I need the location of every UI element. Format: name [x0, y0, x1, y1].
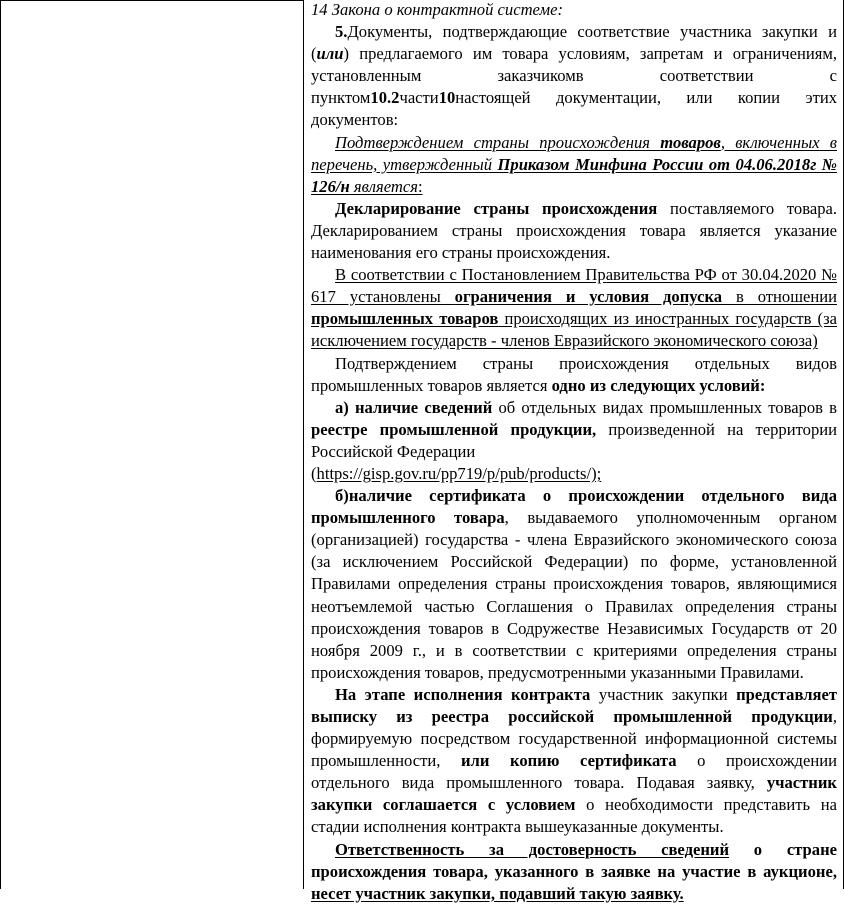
- url-open-paren: (: [311, 463, 317, 483]
- item-5-clause-10-2: 10.2: [370, 88, 400, 108]
- item-5-text-b: ) предлагаемого им товара условиям, запретам и ограничениям, установленным заказчикомв соответствии с пунктом: [311, 44, 837, 108]
- table-cell-left-empty: [0, 0, 303, 889]
- condition-a-text-1: об отдельных видах промышленных товаров в: [492, 397, 837, 417]
- item-5-text-a: Документы, подтверждающие соответствие участника закупки и (: [311, 22, 837, 64]
- resolution-bold-industrial-goods: промышленных товаров: [311, 309, 499, 329]
- minfin-bold-tovarov: товаров: [660, 132, 721, 152]
- contract-stage-text-8: о необходимости представить на стадии исполнения контракта вышеуказанные документы.: [311, 795, 837, 837]
- condition-b-text: , выдаваемого уполномоченным органом (организацией) государства - члена Евразийского экономического союза (за исключением Российской Федерации) по форме, установленной Правилами определения страны происхождения товаров, являющимися неотъемлемой частью Соглашения о Правилах определения страны происхождения товаров в Содружестве Независимых Государств от 20 ноября 2009 г., и в соответствии с критериями определения страны происхождения товаров, предусмотренными указанными Правилами.: [311, 508, 837, 682]
- paragraph-condition-b: [311, 485, 837, 684]
- item-5-part-10: 10: [438, 88, 456, 108]
- contract-stage-text-2: участник закупки: [590, 684, 737, 704]
- item-5-number: 5.: [335, 22, 348, 42]
- heading-continuation-line: [311, 0, 837, 21]
- minfin-text-5: является: [349, 176, 418, 196]
- contract-stage-bold-5: или копию сертификата: [460, 751, 677, 771]
- paragraph-conditions-intro: [311, 353, 837, 397]
- document-body-text: [311, 0, 837, 905]
- minfin-text-3: , включенных в перечень, утвержденный: [311, 132, 837, 174]
- gisp-registry-link[interactable]: https://gisp.gov.ru/pp719/p/pub/products/);: [316, 463, 602, 483]
- declaration-rest: поставляемого товара. Декларированием страны происхождения товара является указание наименования его страны происхождения.: [311, 198, 838, 263]
- minfin-text-1: Подтверждением страны происхождения: [335, 132, 661, 152]
- item-5-ili: или: [316, 44, 344, 64]
- minfin-colon: :: [417, 176, 423, 196]
- contract-stage-bold-3: представляет выписку из реестра российской промышленной продукции: [311, 684, 838, 726]
- heading-continuation-text: 14 Закона о контрактной системе:: [311, 0, 563, 19]
- paragraph-condition-a: [311, 397, 837, 463]
- resolution-bold-restrictions: ограничения и условия допуска: [454, 287, 723, 307]
- responsibility-bold-underlined-1: Ответственность за достоверность сведений: [335, 839, 730, 859]
- contract-stage-bold-1: На этапе исполнения контракта: [335, 684, 591, 704]
- paragraph-resolution-617: [311, 264, 837, 352]
- resolution-text-5: происходящих из иностранных государств (за исключением государств - членов Евразийского экономического союза): [311, 309, 837, 351]
- contract-stage-text-6: о происхождении отдельного вида промышленного товара. Подавая заявку,: [311, 751, 837, 793]
- condition-a-text-3: произведенной на территории Российской Федерации: [311, 419, 838, 461]
- paragraph-contract-stage: [311, 684, 837, 839]
- condition-b-marker: б)наличие сертификата о происхождении отдельного вида промышленного товара: [311, 486, 837, 528]
- paragraph-item-5: [311, 21, 837, 131]
- contract-stage-text-4: , формируемую посредством государственной информационной системы промышленности,: [311, 707, 837, 771]
- resolution-text-3: в отношении: [722, 287, 837, 307]
- paragraph-minfin-order: [311, 132, 837, 198]
- conditions-intro-bold-tail: одно из следующих условий:: [551, 375, 766, 395]
- paragraph-responsibility: [311, 839, 837, 905]
- paragraph-declaration: [311, 198, 837, 264]
- conditions-intro-text: Подтверждением страны происхождения отдельных видов промышленных товаров является: [311, 353, 837, 395]
- responsibility-bold-underlined-3: несет участник закупки, подавший такую заявку.: [311, 883, 684, 903]
- responsibility-bold-2: о стране происхождения товара, указанного в заявке на участие в аукционе,: [311, 839, 837, 881]
- condition-a-marker: а) наличие сведений: [335, 397, 493, 417]
- declaration-bold-lead: Декларирование страны происхождения: [335, 198, 658, 218]
- table-cell-right-text: [303, 0, 844, 903]
- contract-stage-bold-7: участник закупки соглашается с условием: [311, 773, 837, 815]
- minfin-bold-order-ref: Приказом Минфина России от 04.06.2018г № 126/н: [311, 154, 837, 196]
- resolution-text-1: В соответствии с Постановлением Правительства РФ от 30.04.2020 № 617 установлены: [311, 265, 837, 307]
- item-5-text-d: настоящей документации, или копии этих документов:: [311, 88, 837, 130]
- item-5-text-c: части: [399, 88, 439, 108]
- paragraph-condition-a-url-line: [311, 463, 837, 485]
- condition-a-bold-registry: реестре промышленной продукции,: [311, 419, 597, 439]
